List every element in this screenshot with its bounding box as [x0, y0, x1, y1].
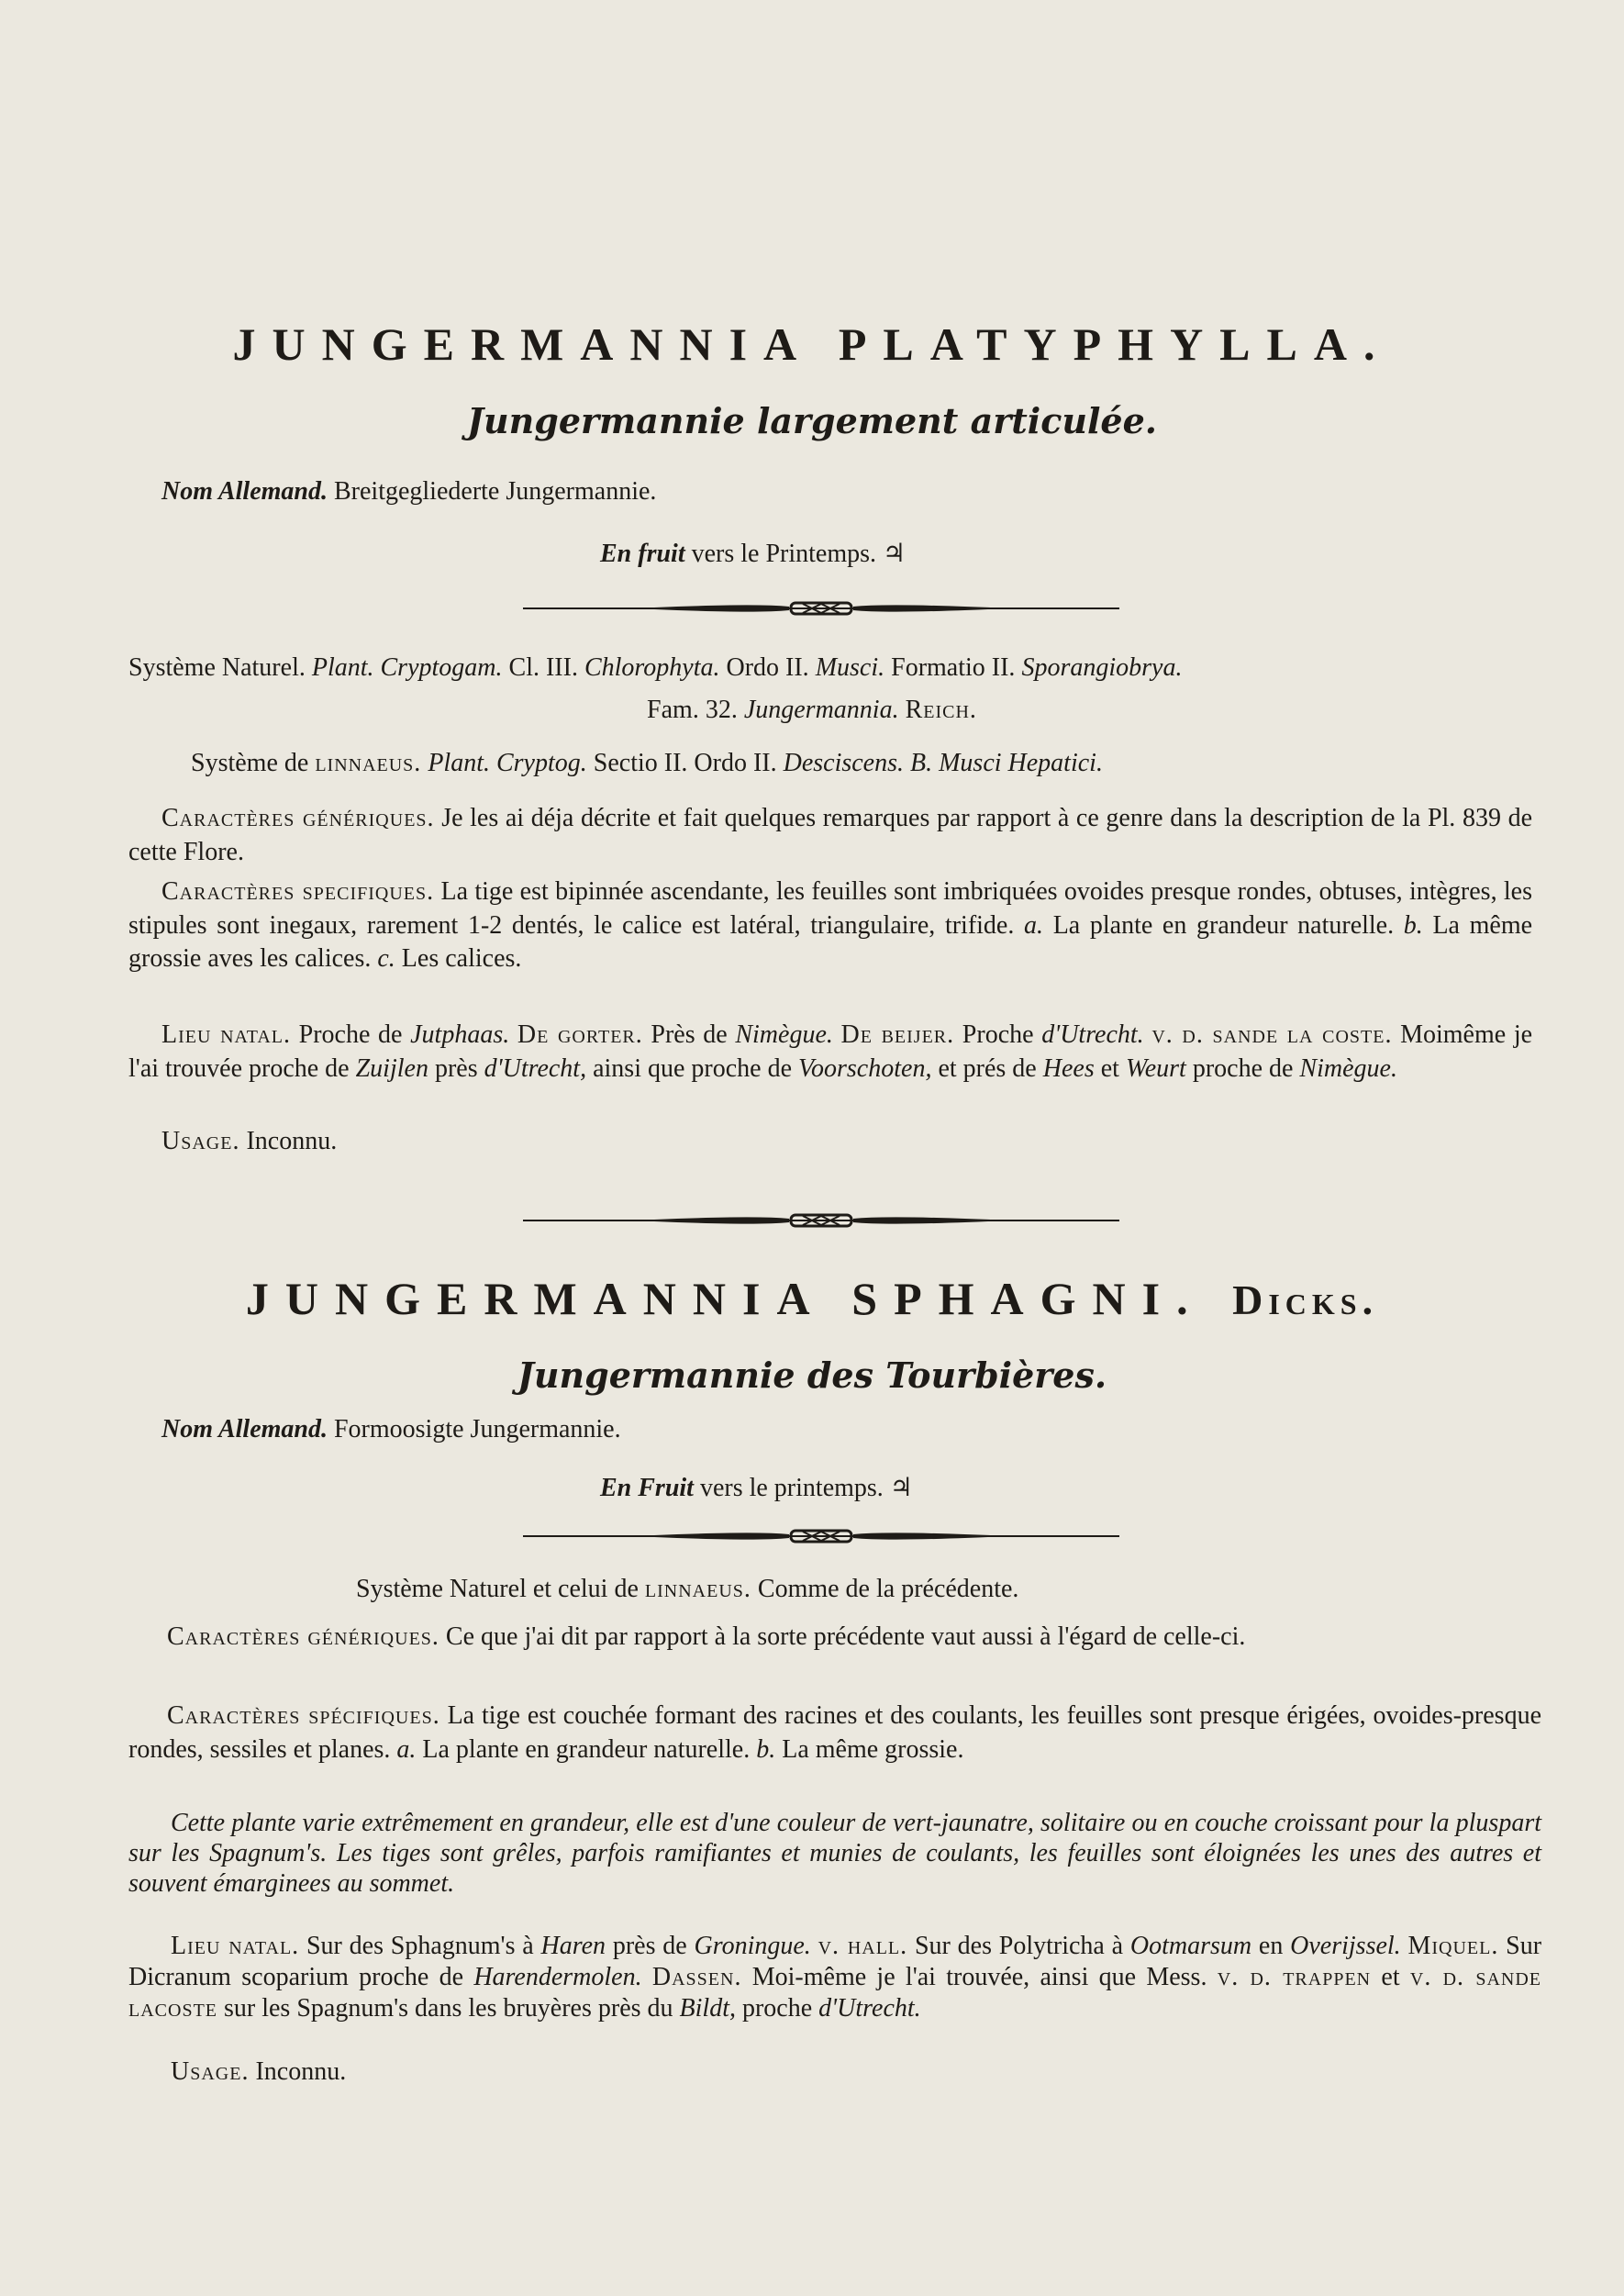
section1-nom-allemand: Nom Allemand. Breitgegliederte Jungermannie. — [161, 477, 657, 506]
jupiter-symbol-icon: ♃ — [889, 1474, 913, 1502]
section2-caracteres-specifiques: Caractères spécifiques. La tige est couchée formant des racines et des coulants, les feuilles sont presque érigées, ovoides-presque rondes, sessiles et planes. a. La plante en grandeur naturelle. b. La même grossie. — [128, 1701, 1542, 1764]
section2-systeme: Système Naturel et celui de linnaeus. Comme de la précédente. — [356, 1575, 1019, 1603]
section1-subtitle: Jungermannie largement articulée. — [467, 400, 1157, 441]
section1-caracteres-generiques: Caractères génériques. Je les ai déja décrite et fait quelques remarques par rapport à ce genre dans la description de la Pl. 839 de cette Flore. — [128, 804, 1533, 866]
section2-fruit: En Fruit vers le printemps. ♃ — [600, 1474, 913, 1502]
jupiter-symbol-icon: ♃ — [883, 540, 907, 568]
section1-systeme-naturel-line2: Fam. 32. Jungermannia. Reich. — [647, 696, 977, 724]
section1-caracteres-specifiques: Caractères specifiques. La tige est bipinnée ascendante, les feuilles sont imbriquées ovoides presque rondes, obtuses, intègres, les stipules sont inegaux, rarement 1-2 dentés, le calice est latéral, triangulaire, trifide. a. La plante en grandeur naturelle. b. La même grossie aves les calices. c. Les calices. — [128, 877, 1533, 973]
section1-lieu-natal: Lieu natal. Proche de Jutphaas. De gorter. Près de Nimègue. De beijer. Proche d'Utrecht. v. d. sande la coste. Moimême je l'ai trouvée proche de Zuijlen près d'Utrecht, ainsi que proche de Voorschoten, et prés de Hees et Weurt proche de Nimègue. — [128, 1020, 1533, 1083]
section2-caracteres-generiques: Caractères génériques. Ce que j'ai dit par rapport à la sorte précédente vaut aussi à l'égard de celle-ci. — [167, 1622, 1246, 1651]
section1-systeme-linnaeus: Système de linnaeus. Plant. Cryptog. Sectio II. Ordo II. Desciscens. B. Musci Hepatici. — [191, 749, 1103, 777]
section1-usage: Usage. Inconnu. — [161, 1127, 338, 1155]
section2-usage: Usage. Inconnu. — [171, 2057, 347, 2086]
section1-systeme-naturel-line1: Système Naturel. Plant. Cryptogam. Cl. III. Chlorophyta. Ordo II. Musci. Formatio II. Sporangiobrya. — [128, 653, 1183, 682]
ornament-divider-icon — [523, 599, 1119, 618]
section1-title: JUNGERMANNIA PLATYPHYLLA. — [232, 318, 1392, 370]
section2-author: Dicks. — [1232, 1276, 1379, 1323]
section1-fruit: En fruit vers le Printemps. ♃ — [600, 540, 907, 568]
ornament-divider-icon — [523, 1527, 1119, 1545]
section2-title: JUNGERMANNIA SPHAGNI. Dicks. — [245, 1273, 1379, 1324]
section2-nom-allemand: Nom Allemand. Formoosigte Jungermannie. — [161, 1415, 621, 1443]
section2-remark: Cette plante varie extrêmement en grandeur, elle est d'une couleur de vert-jaunatre, solitaire ou en couche croissant pour la pluspart sur les Spagnum's. Les tiges sont grêles, parfois ramifiantes et munies de coulants, les feuilles sont éloignées les unes des autres et souvent émarginees au sommet. — [128, 1809, 1541, 1898]
section2-lieu-natal: Lieu natal. Sur des Sphagnum's à Haren près de Groningue. v. hall. Sur des Polytricha à Ootmarsum en Overijssel. Miquel. Sur Dicranum scoparium proche de Harendermolen. Dassen. Moi-même je l'ai trouvée, ainsi que Mess. v. d. trappen et v. d. sande lacoste sur les Spagnum's dans les bruyères près du Bildt, proche d'Utrecht. — [128, 1932, 1542, 2023]
section2-subtitle: Jungermannie des Tourbières. — [517, 1354, 1107, 1396]
ornament-divider-icon — [523, 1211, 1119, 1230]
